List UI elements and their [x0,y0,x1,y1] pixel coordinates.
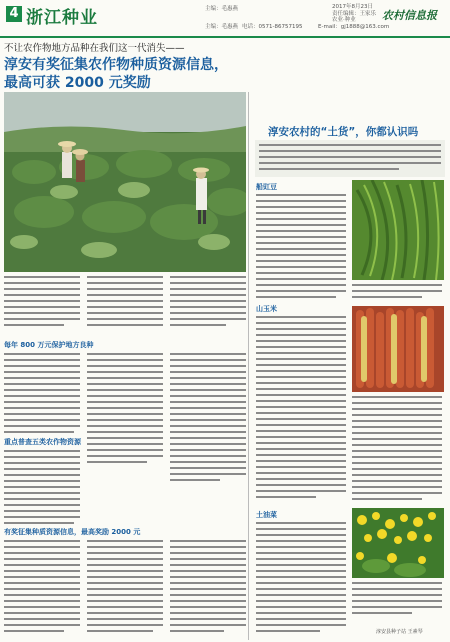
masthead [0,0,450,38]
responsible-editor: 责任编辑：王家乐 [332,11,377,17]
issue-date: 2017年8月23日 [332,4,373,10]
subhead-funding: 每年 800 万元保护地方良种 [4,341,94,349]
phone: 电话：0571-86757195 [242,24,303,30]
subhead-reward: 有奖征集种质资源信息，最高奖励 2000 元 [4,528,141,536]
body-text-block [255,140,445,177]
body-text-block [256,314,348,508]
rapeseed-photo-illustration [352,508,444,578]
feature-title: 淳安农村的“土货”，你都认识吗 [268,126,419,138]
body-text-block [256,520,348,636]
body-text-block [352,580,444,622]
page-title: 浙江种业 [26,8,98,28]
bean-photo-illustration [352,180,444,280]
rapeseed-photo [352,508,444,578]
author-credit: 淳安县种子站 王素琴 [376,629,423,635]
feature-intro-box [255,140,445,177]
newspaper-logo: 农村信息报 [382,9,437,22]
crop-description [352,580,444,622]
bean-photo [352,180,444,280]
crop-heading: 船豇豆 [256,183,277,191]
crop-description [256,520,348,636]
email: E-mail：gj1888@163.com [318,24,390,30]
field-scene-illustration [4,92,246,272]
lead-photo [4,92,246,272]
lead-headline-line1: 淳安有奖征集农作物种质资源信息， [4,57,228,73]
crop-description [256,192,348,302]
lead-body-text [4,274,246,334]
body-text-block [352,394,444,508]
body-text-block [256,192,348,302]
crop-description [352,394,444,508]
section-name: 农业·种业 [332,17,356,23]
subhead-survey: 重点普查五类农作物资源 [4,438,81,446]
column-divider [248,92,249,640]
page-number-badge-icon: 4 [6,6,22,22]
corn-photo-illustration [352,306,444,392]
crop-heading: 土油菜 [256,511,277,519]
reward-body-text [4,538,246,638]
crop-description [352,282,444,302]
lead-kicker: 不让农作物地方品种在我们这一代消失—— [4,43,185,54]
header-divider [0,36,450,38]
editor-line: 主编：毛惠燕 [205,6,239,12]
body-text-block [4,274,246,334]
crop-heading: 山玉米 [256,305,277,313]
body-text-block [352,282,444,302]
corn-photo [352,306,444,392]
body-text-block [4,538,246,638]
editor-line: 主编：毛惠燕 [205,24,239,30]
lead-headline-line2: 最高可获 2000 元奖励 [4,75,151,91]
crop-description [256,314,348,508]
